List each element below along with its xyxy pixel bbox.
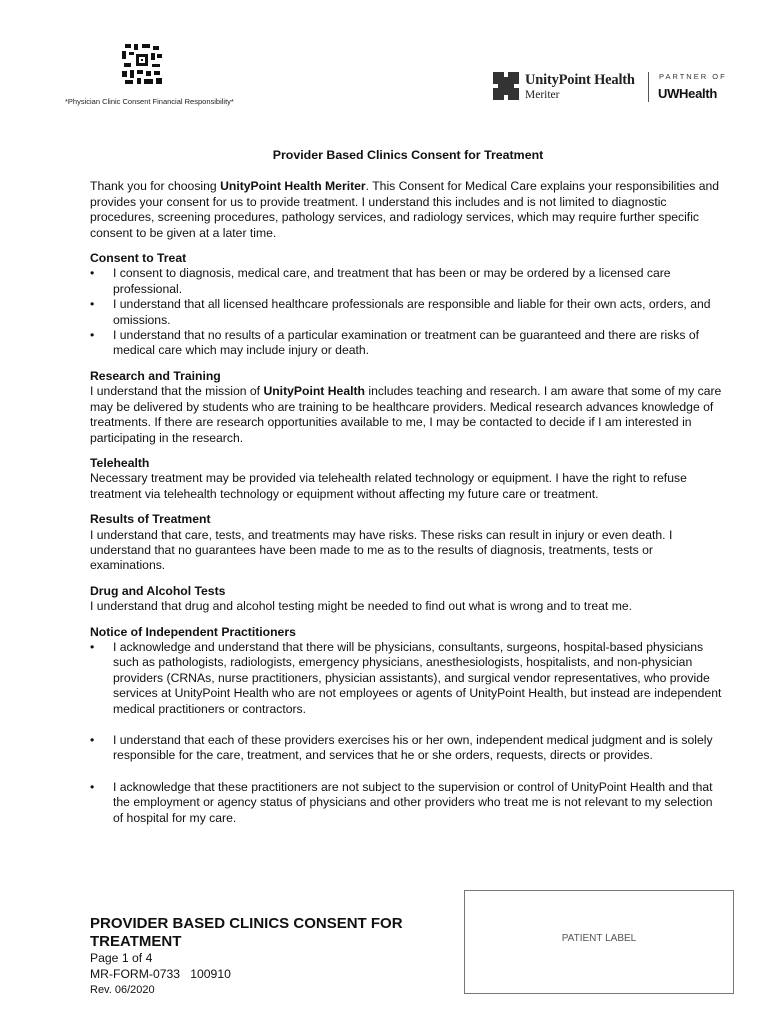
footer-title: PROVIDER BASED CLINICS CONSENT FOR TREATMENT [90, 915, 403, 950]
consent-section [90, 251, 726, 359]
list-item: • I understand that all licensed healthcare professionals are responsible and liable for their own acts, orders, and omissions. [90, 297, 726, 328]
telehealth-heading: Telehealth [90, 455, 150, 470]
research-text: I understand that the mission of UnityPoint Health includes teaching and research. I am aware that some of my care may be delivered by students who are training to be healthcare providers. Medical research advances knowledge of treatments. If there are research opportunities available to me, I may be contacted to decide if I am interested in participating in the research. [90, 384, 722, 445]
drug-section [90, 584, 726, 615]
qr-code-icon [122, 44, 162, 84]
telehealth-section [90, 456, 726, 502]
results-section [90, 512, 726, 574]
list-item: • I consent to diagnosis, medical care, and treatment that has been or may be ordered by a licensed care professional. [90, 266, 726, 297]
unitypoint-logo [493, 70, 638, 102]
results-text: I understand that care, tests, and treatments may have risks. These risks can result in injury or even death. I understand that no guarantees have been made to me as to the results of diagnosis, treatments, tests or examinations. [90, 527, 673, 573]
drug-text: I understand that drug and alcohol testing might be needed to find out what is wrong and to treat me. [90, 599, 633, 614]
results-heading: Results of Treatment [90, 512, 211, 527]
patient-label-text: PATIENT LABEL [561, 933, 637, 944]
page-number: Page 1 of 4 [90, 951, 153, 965]
revision-date: Rev. 06/2020 [90, 984, 155, 996]
patient-label-box [464, 890, 734, 994]
consent-heading: Consent to Treat [90, 251, 187, 266]
telehealth-text: Necessary treatment may be provided via telehealth related technology or equipment. I have the right to refuse treatment via telehealth technology or equipment without affecting my future care or treatment. [90, 471, 687, 501]
logo-subtitle: Meriter [525, 89, 560, 101]
uwhealth-logo: UWHealth [658, 86, 717, 101]
notice-section [90, 625, 726, 826]
document-title: Provider Based Clinics Consent for Treatment [272, 148, 544, 162]
research-section [90, 369, 726, 446]
drug-heading: Drug and Alcohol Tests [90, 583, 226, 598]
list-item: • I acknowledge and understand that there will be physicians, consultants, surgeons, hospital-based physicians such as pathologists, radiologists, emergency physicians, anesthesiologists, hospitalists, and non-physician providers (CRNAs, nurse practitioners, physician assistants), and surgical vendor representatives, who provide services at UnityPoint Health who are not employees or agents of UnityPoint Health, but instead are independent medical practitioners or contractors. [90, 640, 726, 717]
intro-paragraph: Thank you for choosing UnityPoint Health Meriter. This Consent for Medical Care explains your responsibilities and provides your consent for us to provide treatment. I understand this includes and is not limited to diagnostic procedures, screening procedures, pathology services, and radiology services, which may require further specific consent to be given at a later time. [90, 179, 720, 240]
research-heading: Research and Training [90, 368, 221, 383]
logo-name: UnityPoint Health [525, 72, 635, 88]
document-body [90, 148, 726, 826]
list-item: • I understand that each of these providers exercises his or her own, independent medical judgment and is solely responsible for the care, treatment, and services that he or she orders, requests, directs or provides. [90, 733, 726, 764]
unitypoint-mark-icon [493, 72, 519, 100]
partner-of-label: PARTNER OF [659, 72, 727, 81]
list-item: • I understand that no results of a particular examination or treatment can be guaranteed and there are risks of medical care which may include injury or death. [90, 328, 726, 359]
list-item: • I acknowledge that these practitioners are not subject to the supervision or control of UnityPoint Health and that the employment or agency status of physicians and other providers who treat me is not relevant to my selection of hospital for my care. [90, 780, 726, 826]
logo-divider [648, 72, 649, 102]
form-caption: *Physician Clinic Consent Financial Responsibility* [65, 97, 234, 106]
form-code: MR-FORM-0733 100910 [90, 967, 231, 981]
notice-heading: Notice of Independent Practitioners [90, 624, 296, 639]
